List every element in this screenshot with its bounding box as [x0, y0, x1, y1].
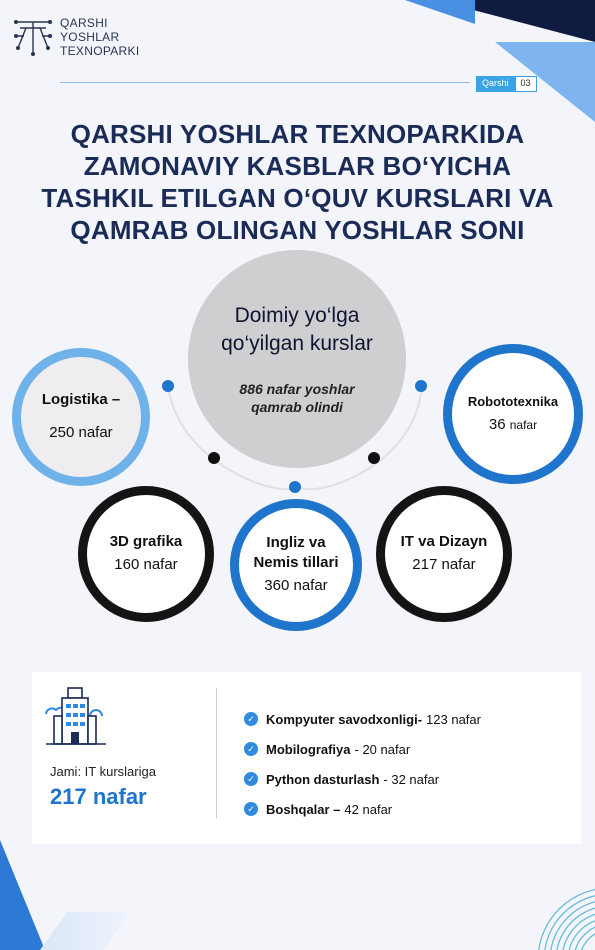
- course-logistika: Logistika – 250 nafar: [12, 348, 150, 486]
- brand-name: QARSHI YOSHLAR TEXNOPARKI: [60, 16, 140, 58]
- connector-dot: [162, 380, 174, 392]
- course-ingliz-nemis: Ingliz va Nemis tillari 360 nafar: [230, 499, 362, 631]
- check-icon: ✓: [244, 802, 258, 816]
- course-robototexnika: Robototexnika 36 nafar: [443, 344, 583, 484]
- connector-dot: [289, 481, 301, 493]
- corner-decoration-blue: [405, 0, 475, 24]
- building-icon: [44, 686, 108, 746]
- connector-dot: [368, 452, 380, 464]
- check-icon: ✓: [244, 742, 258, 756]
- course-it-dizayn: IT va Dizayn 217 nafar: [376, 486, 512, 622]
- it-courses-list: [244, 704, 564, 824]
- list-item: ✓ Mobilografiya - 20 nafar: [244, 734, 564, 764]
- main-courses-circle: Doimiy yo‘lga qo‘yilgan kurslar 886 nafar yoshlar qamrab olindi: [188, 250, 406, 468]
- concentric-arcs-decoration: [525, 860, 595, 950]
- course-3d-grafika: 3D grafika 160 nafar: [78, 486, 214, 622]
- card-divider: [216, 688, 217, 818]
- header-divider: [60, 82, 470, 83]
- tag-label: Qarshi: [476, 76, 515, 92]
- check-icon: ✓: [244, 772, 258, 786]
- list-item: ✓ Kompyuter savodxonligi- 123 nafar: [244, 704, 564, 734]
- tag-number: 03: [515, 76, 537, 92]
- corner-decoration-bottom-band: [40, 912, 130, 950]
- technopark-logo-icon: [12, 14, 54, 56]
- connector-dot: [415, 380, 427, 392]
- page-title: QARSHI YOSHLAR TEXNOPARKIDA ZAMONAVIY KASBLAR BO‘YICHA TASHKIL ETILGAN O‘QUV KURSLARI VA QAMRAB OLINGAN YOSHLAR SONI: [41, 119, 554, 245]
- connector-dot: [208, 452, 220, 464]
- corner-decoration-bottom-left: [0, 840, 45, 950]
- list-item: ✓ Python dasturlash - 32 nafar: [244, 764, 564, 794]
- total-value: 217 nafar: [50, 784, 147, 809]
- check-icon: ✓: [244, 712, 258, 726]
- page-tag: [476, 76, 537, 92]
- list-item: ✓ Boshqalar – 42 nafar: [244, 794, 564, 824]
- total-label: Jami: IT kurslariga: [50, 764, 156, 779]
